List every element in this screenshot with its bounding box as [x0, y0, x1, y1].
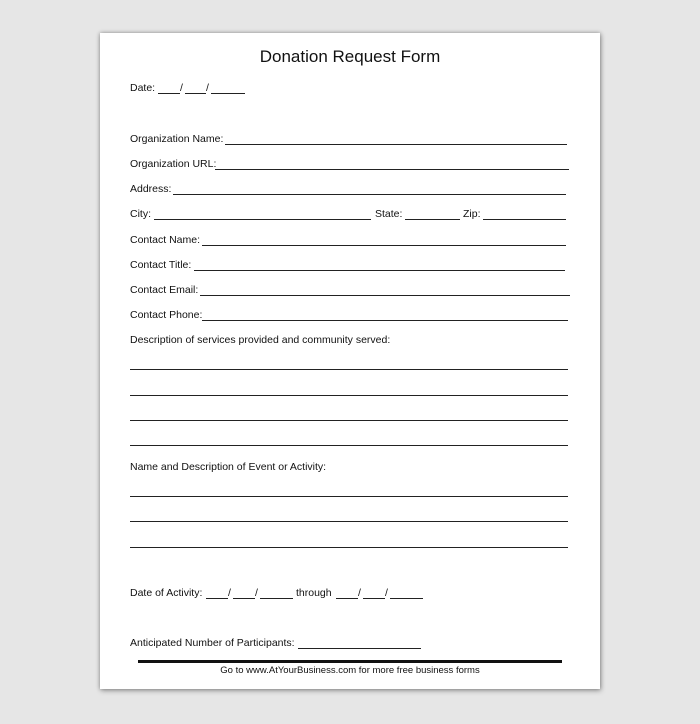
form-title: Donation Request Form — [259, 47, 441, 66]
participants-field[interactable] — [298, 648, 421, 649]
address-label: Address: — [130, 183, 172, 195]
participants-row — [130, 636, 430, 650]
state-field[interactable] — [405, 219, 460, 220]
contact-name-label: Contact Name: — [130, 234, 201, 246]
through-label: through — [296, 587, 332, 599]
activity-start-month-field[interactable] — [206, 598, 228, 599]
footer-text: Go to www.AtYourBusiness.com for more free business forms — [220, 665, 480, 676]
services-label: Description of services provided and community served: — [130, 334, 391, 346]
activity-start-day-field[interactable] — [233, 598, 255, 599]
contact-email-field[interactable] — [200, 295, 570, 296]
activity-end-month-field[interactable] — [336, 598, 358, 599]
services-row — [130, 333, 570, 347]
org-name-field[interactable] — [225, 144, 567, 145]
contact-email-row — [130, 283, 572, 297]
activity-start-year-field[interactable] — [260, 598, 293, 599]
activity-date-row — [130, 586, 430, 600]
date-day-field[interactable] — [185, 93, 206, 94]
date-year-field[interactable] — [211, 93, 245, 94]
participants-label: Anticipated Number of Participants: — [130, 637, 295, 649]
city-field[interactable] — [154, 219, 371, 220]
address-field[interactable] — [173, 194, 566, 195]
activity-end-day-field[interactable] — [363, 598, 385, 599]
state-label: State: — [375, 208, 403, 220]
event-row — [130, 460, 570, 474]
services-line-1[interactable] — [130, 369, 568, 370]
services-line-2[interactable] — [130, 395, 568, 396]
footer-rule — [138, 660, 562, 663]
event-label: Name and Description of Event or Activity: — [130, 461, 327, 473]
org-url-label: Organization URL: — [130, 158, 217, 170]
date-separator-1: / — [180, 82, 183, 94]
activity-start-separator-2: / — [255, 587, 258, 599]
contact-title-label: Contact Title: — [130, 259, 192, 271]
contact-phone-field[interactable] — [202, 320, 568, 321]
date-row — [130, 81, 330, 95]
event-line-2[interactable] — [130, 521, 568, 522]
contact-title-row — [130, 258, 570, 272]
activity-end-separator-2: / — [385, 587, 388, 599]
contact-email-label: Contact Email: — [130, 284, 199, 296]
event-line-1[interactable] — [130, 496, 568, 497]
activity-start-separator-1: / — [228, 587, 231, 599]
org-name-row — [130, 132, 570, 146]
zip-field[interactable] — [483, 219, 566, 220]
contact-phone-label: Contact Phone: — [130, 309, 203, 321]
services-line-4[interactable] — [130, 445, 568, 446]
org-url-field[interactable] — [215, 169, 569, 170]
activity-end-year-field[interactable] — [390, 598, 423, 599]
contact-name-row — [130, 233, 570, 247]
services-line-3[interactable] — [130, 420, 568, 421]
date-label: Date: — [130, 82, 156, 94]
contact-name-field[interactable] — [202, 245, 566, 246]
org-url-row — [130, 157, 570, 171]
activity-end-separator-1: / — [358, 587, 361, 599]
org-name-label: Organization Name: — [130, 133, 224, 145]
address-row — [130, 182, 570, 196]
contact-phone-row — [130, 308, 572, 322]
date-separator-2: / — [206, 82, 209, 94]
date-month-field[interactable] — [158, 93, 180, 94]
event-line-3[interactable] — [130, 547, 568, 548]
contact-title-field[interactable] — [194, 270, 565, 271]
city-label: City: — [130, 208, 151, 220]
city-state-zip-row — [130, 207, 570, 221]
form-page — [100, 33, 600, 689]
activity-date-label: Date of Activity: — [130, 587, 203, 599]
zip-label: Zip: — [463, 208, 481, 220]
